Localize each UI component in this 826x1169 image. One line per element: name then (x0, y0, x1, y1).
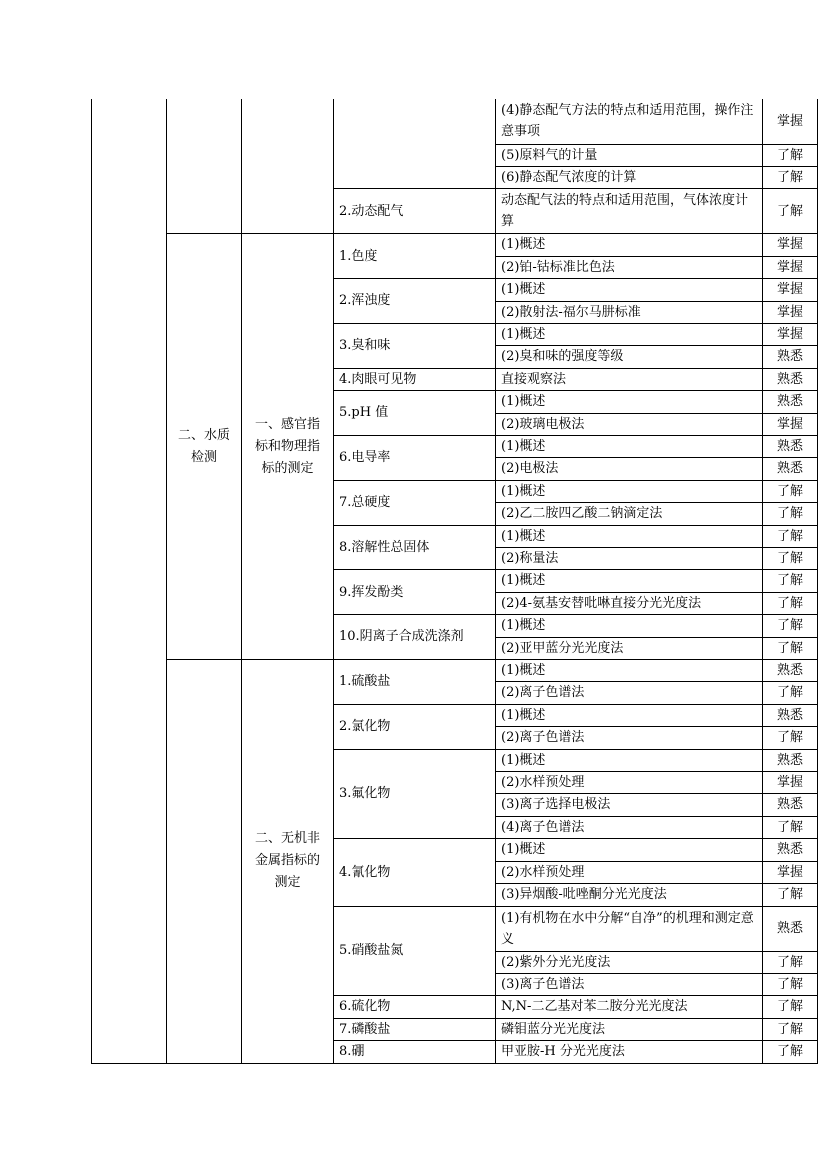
content-cell: (3)离子色谱法 (496, 973, 763, 995)
level-cell: 掌握 (763, 413, 818, 435)
content-cell: 动态配气法的特点和适用范围，气体浓度计算 (496, 189, 763, 234)
section-cell: 二、水质检测 (167, 234, 242, 660)
content-cell: 甲亚胺-H 分光光度法 (496, 1041, 763, 1063)
item-cell: 3.氟化物 (334, 749, 496, 839)
content-cell: (2)亚甲蓝分光光度法 (496, 637, 763, 659)
item-cell: 5.pH 值 (334, 391, 496, 436)
level-cell: 熟悉 (763, 391, 818, 413)
level-cell: 掌握 (763, 99, 818, 144)
item-cell: 4.肉眼可见物 (334, 368, 496, 390)
content-cell: (1)概述 (496, 279, 763, 301)
level-cell: 熟悉 (763, 704, 818, 726)
content-cell: (2)紫外分光光度法 (496, 951, 763, 973)
content-cell: (1)概述 (496, 839, 763, 861)
item-cell: 1.色度 (334, 234, 496, 279)
content-cell: (1)概述 (496, 660, 763, 682)
content-cell: (4)离子色谱法 (496, 816, 763, 838)
item-cell: 1.硫酸盐 (334, 660, 496, 705)
level-cell: 了解 (763, 816, 818, 838)
content-cell: (2)4-氨基安替吡啉直接分光光度法 (496, 592, 763, 614)
content-cell: (2)电极法 (496, 458, 763, 480)
level-cell: 熟悉 (763, 839, 818, 861)
level-cell: 了解 (763, 615, 818, 637)
item-cell (334, 99, 496, 189)
content-cell: (2)玻璃电极法 (496, 413, 763, 435)
content-cell: (1)概述 (496, 391, 763, 413)
content-cell: (1)概述 (496, 435, 763, 457)
content-cell: (2)散射法-福尔马肼标准 (496, 301, 763, 323)
level-cell: 掌握 (763, 256, 818, 278)
item-cell: 2.动态配气 (334, 189, 496, 234)
section-cell (167, 99, 242, 234)
content-cell: (1)概述 (496, 234, 763, 256)
content-cell: (1)概述 (496, 480, 763, 502)
item-cell: 7.总硬度 (334, 480, 496, 525)
level-cell: 了解 (763, 525, 818, 547)
content-cell: (2)乙二胺四乙酸二钠滴定法 (496, 503, 763, 525)
content-cell: (3)离子选择电极法 (496, 794, 763, 816)
item-cell: 2.浑浊度 (334, 279, 496, 324)
level-cell: 掌握 (763, 861, 818, 883)
level-cell: 了解 (763, 1018, 818, 1040)
level-cell: 掌握 (763, 323, 818, 345)
content-cell: (3)异烟酸-吡唑酮分光光度法 (496, 884, 763, 906)
level-cell: 掌握 (763, 772, 818, 794)
level-cell: 了解 (763, 951, 818, 973)
level-cell: 了解 (763, 637, 818, 659)
section-cell-continued (167, 660, 242, 1064)
level-cell: 了解 (763, 480, 818, 502)
level-cell: 熟悉 (763, 794, 818, 816)
item-cell: 3.臭和味 (334, 323, 496, 368)
content-cell: (2)铂-钴标准比色法 (496, 256, 763, 278)
item-cell: 10.阴离子合成洗涤剂 (334, 615, 496, 660)
level-cell: 了解 (763, 189, 818, 234)
item-cell: 9.挥发酚类 (334, 570, 496, 615)
content-cell: (2)离子色谱法 (496, 682, 763, 704)
content-cell: (1)有机物在水中分解“自净”的机理和测定意义 (496, 906, 763, 951)
level-cell: 了解 (763, 973, 818, 995)
level-cell: 熟悉 (763, 458, 818, 480)
level-cell: 熟悉 (763, 435, 818, 457)
content-cell: (2)水样预处理 (496, 772, 763, 794)
content-cell: (1)概述 (496, 615, 763, 637)
table-row (92, 99, 818, 144)
content-cell: (2)臭和味的强度等级 (496, 346, 763, 368)
item-cell: 6.电导率 (334, 435, 496, 480)
content-cell: (5)原料气的计量 (496, 144, 763, 166)
category-cell: 二、无机非金属指标的测定 (242, 660, 334, 1064)
content-cell: 直接观察法 (496, 368, 763, 390)
level-cell: 熟悉 (763, 906, 818, 951)
content-cell: (1)概述 (496, 570, 763, 592)
level-cell: 熟悉 (763, 346, 818, 368)
level-cell: 了解 (763, 166, 818, 188)
level-cell: 了解 (763, 884, 818, 906)
level-cell: 了解 (763, 682, 818, 704)
level-cell: 了解 (763, 548, 818, 570)
level-cell: 熟悉 (763, 368, 818, 390)
unit-cell (92, 99, 167, 1063)
level-cell: 了解 (763, 727, 818, 749)
item-cell: 7.磷酸盐 (334, 1018, 496, 1040)
content-cell: (6)静态配气浓度的计算 (496, 166, 763, 188)
table-row (92, 660, 818, 682)
item-cell: 5.硝酸盐氮 (334, 906, 496, 996)
content-cell: (2)离子色谱法 (496, 727, 763, 749)
content-cell: (4)静态配气方法的特点和适用范围，操作注意事项 (496, 99, 763, 144)
table-row (92, 234, 818, 256)
level-cell: 了解 (763, 996, 818, 1018)
level-cell: 掌握 (763, 279, 818, 301)
category-cell: 一、感官指标和物理指标的测定 (242, 234, 334, 660)
content-cell: (1)概述 (496, 749, 763, 771)
content-cell: (2)水样预处理 (496, 861, 763, 883)
content-cell: (1)概述 (496, 704, 763, 726)
item-cell: 8.溶解性总固体 (334, 525, 496, 570)
category-cell (242, 99, 334, 234)
level-cell: 了解 (763, 503, 818, 525)
level-cell: 了解 (763, 1041, 818, 1063)
level-cell: 了解 (763, 592, 818, 614)
level-cell: 掌握 (763, 301, 818, 323)
content-cell: (2)称量法 (496, 548, 763, 570)
item-cell: 6.硫化物 (334, 996, 496, 1018)
level-cell: 熟悉 (763, 660, 818, 682)
syllabus-table (91, 99, 818, 1064)
item-cell: 8.硼 (334, 1041, 496, 1063)
level-cell: 熟悉 (763, 749, 818, 771)
content-cell: (1)概述 (496, 323, 763, 345)
level-cell: 了解 (763, 570, 818, 592)
content-cell: N,N-二乙基对苯二胺分光光度法 (496, 996, 763, 1018)
level-cell: 掌握 (763, 234, 818, 256)
level-cell: 了解 (763, 144, 818, 166)
item-cell: 4.氰化物 (334, 839, 496, 906)
content-cell: 磷钼蓝分光光度法 (496, 1018, 763, 1040)
item-cell: 2.氯化物 (334, 704, 496, 749)
content-cell: (1)概述 (496, 525, 763, 547)
